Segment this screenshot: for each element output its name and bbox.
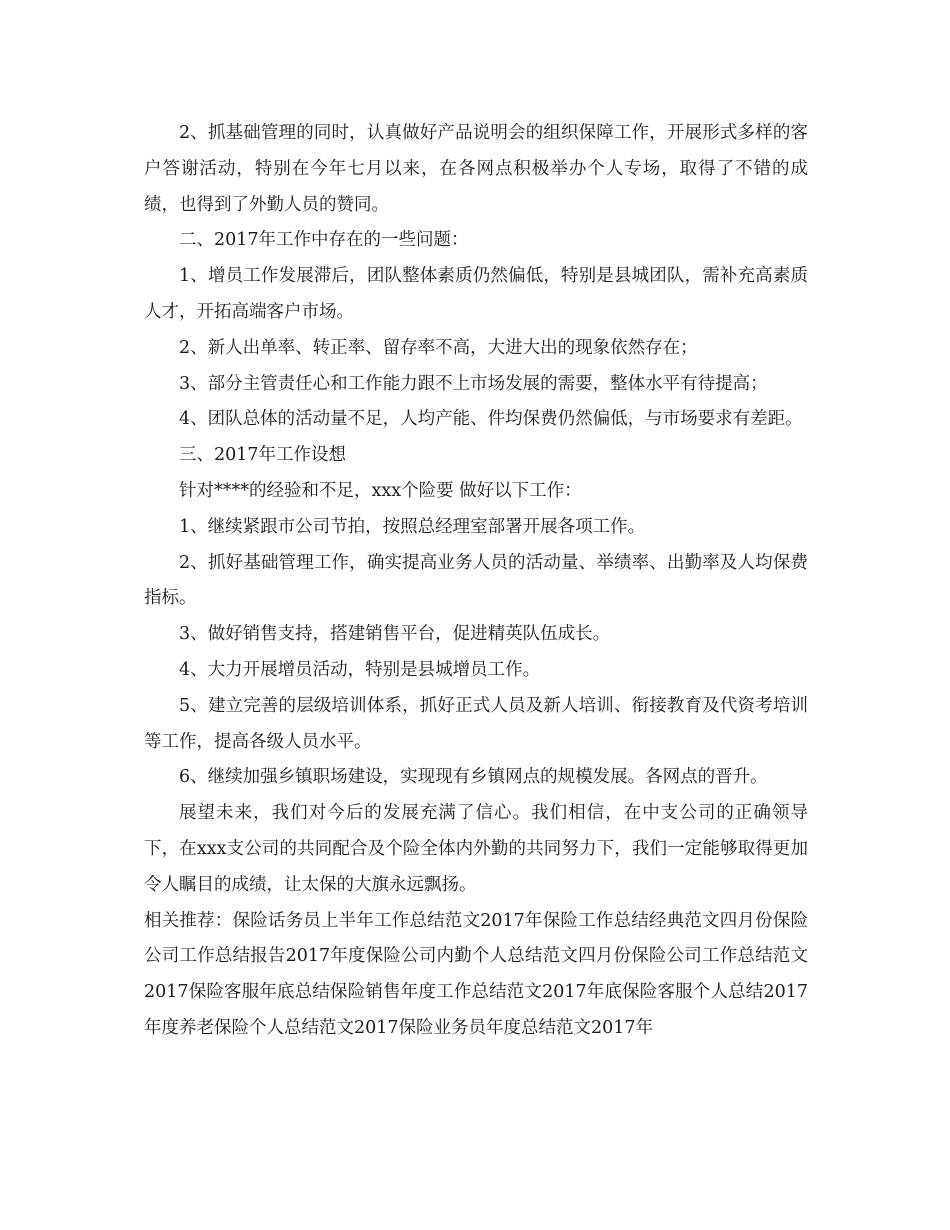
section-heading-plans: 三、2017年工作设想 xyxy=(179,445,347,466)
plan-item-5: 5、建立完善的层级培训体系，抓好正式人员及新人培训、衔接教育及代资考培训等工作，提高各级人员水平。 xyxy=(144,695,808,752)
outlook-paragraph: 展望未来，我们对今后的发展充满了信心。我们相信，在中支公司的正确领导下，在xxx支公司的共同配合及个险全体内外勤的共同努力下，我们一定能够取得更加令人瞩目的成绩，让太保的大旗永远飘扬。 xyxy=(144,803,808,895)
problem-item-4: 4、团队总体的活动量不足，人均产能、件均保费仍然偏低，与市场要求有差距。 xyxy=(179,409,803,430)
plans-intro: 针对****的经验和不足，xxx个险要 做好以下工作： xyxy=(179,480,582,501)
section-heading-problems: 二、2017年工作中存在的一些问题： xyxy=(179,230,469,251)
problem-item-2: 2、新人出单率、转正率、留存率不高，大进大出的现象依然存在； xyxy=(179,337,698,358)
plan-item-4: 4、大力开展增员活动，特别是县城增员工作。 xyxy=(179,659,541,680)
plan-item-6: 6、继续加强乡镇职场建设，实现现有乡镇网点的规模发展。各网点的晋升。 xyxy=(179,767,768,788)
related-recommendations: 相关推荐：保险话务员上半年工作总结范文2017年保险工作总结经典范文四月份保险公司工作总结报告2017年度保险公司内勤个人总结范文四月份保险公司工作总结范文2017保险客服年底总结保险销售年度工作总结范文2017年底保险客服个人总结2017年度养老保险个人总结范文2017保险业务员年度总结范文2017年 xyxy=(144,910,808,1038)
problem-item-1: 1、增员工作发展滞后，团队整体素质仍然偏低，特别是县城团队，需补充高素质人才，开拓高端客户市场。 xyxy=(144,266,808,322)
plan-item-2: 2、抓好基础管理工作，确实提高业务人员的活动量、举绩率、出勤率及人均保费指标。 xyxy=(144,552,808,609)
plan-item-1: 1、继续紧跟市公司节拍，按照总经理室部署开展各项工作。 xyxy=(179,516,646,537)
plan-item-3: 3、做好销售支持，搭建销售平台，促进精英队伍成长。 xyxy=(179,624,611,645)
paragraph-item-2-basic-management: 2、抓基础管理的同时，认真做好产品说明会的组织保障工作，开展形式多样的客户答谢活动，特别在今年七月以来，在各网点积极举办个人专场，取得了不错的成绩，也得到了外勤人员的赞同。 xyxy=(144,123,808,215)
problem-item-3: 3、部分主管责任心和工作能力跟不上市场发展的需要，整体水平有待提高； xyxy=(179,373,768,394)
document-body xyxy=(144,116,808,1047)
